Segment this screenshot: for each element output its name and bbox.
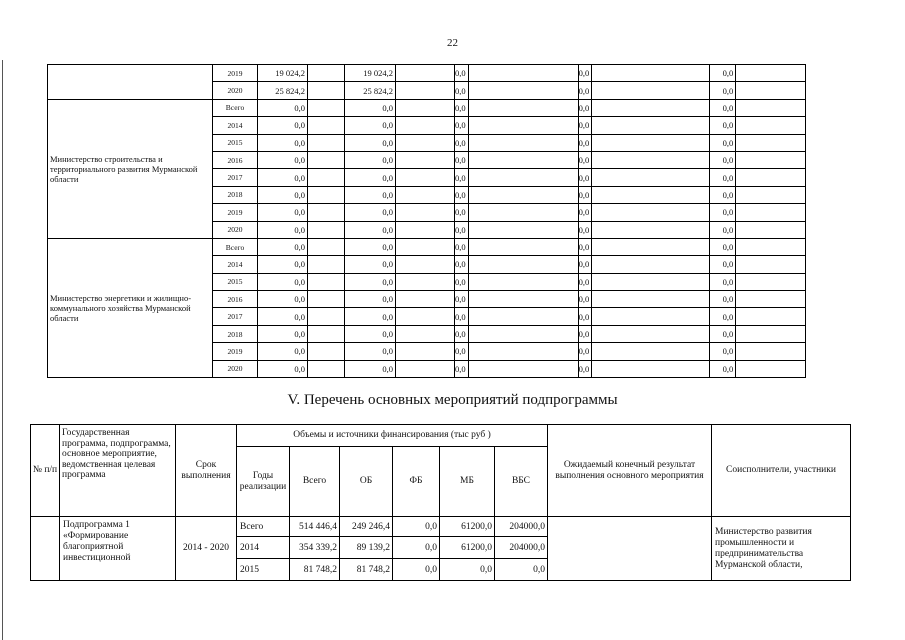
mb-cell: 0,0 <box>578 117 592 134</box>
spacer-cell <box>308 65 345 82</box>
ob-cell: 0,0 <box>345 238 396 255</box>
spacer-cell <box>468 169 578 186</box>
ob-cell: 0,0 <box>345 117 396 134</box>
year-cell: 2019 <box>213 65 258 82</box>
ob-cell: 0,0 <box>345 204 396 221</box>
year-cell: 2015 <box>213 134 258 151</box>
header-program: Государственная программа, подпрограмма, основное мероприятие, ведомственная целевая программа <box>60 425 176 517</box>
year-cell: 2016 <box>213 291 258 308</box>
spacer-cell <box>308 238 345 255</box>
spacer-cell <box>736 325 806 342</box>
spacer-cell <box>396 82 455 99</box>
vbs-cell: 0,0 <box>710 186 736 203</box>
mb-cell: 0,0 <box>578 273 592 290</box>
ob-cell: 0,0 <box>345 99 396 116</box>
ob-cell: 89 139,2 <box>340 537 393 559</box>
header-mb: МБ <box>440 447 495 517</box>
vbs-cell: 0,0 <box>710 134 736 151</box>
spacer-cell <box>396 99 455 116</box>
year-cell: Всего <box>213 238 258 255</box>
ob-cell: 0,0 <box>345 273 396 290</box>
ob-cell: 19 024,2 <box>345 65 396 82</box>
spacer-cell <box>736 343 806 360</box>
ob-cell: 0,0 <box>345 360 396 377</box>
mb-cell: 0,0 <box>578 308 592 325</box>
total-cell: 0,0 <box>258 343 308 360</box>
fb-cell: 0,0 <box>455 308 469 325</box>
ob-cell: 0,0 <box>345 169 396 186</box>
spacer-cell <box>468 151 578 168</box>
spacer-cell <box>468 65 578 82</box>
year-cell: 2016 <box>213 151 258 168</box>
year-cell: 2019 <box>213 343 258 360</box>
spacer-cell <box>308 308 345 325</box>
mb-cell: 0,0 <box>578 186 592 203</box>
spacer-cell <box>736 256 806 273</box>
vbs-cell: 0,0 <box>710 325 736 342</box>
mb-cell: 0,0 <box>578 343 592 360</box>
spacer-cell <box>468 117 578 134</box>
total-cell: 354 339,2 <box>290 537 340 559</box>
mb-cell: 0,0 <box>440 559 495 581</box>
year-cell: 2014 <box>237 537 290 559</box>
year-cell: 2018 <box>213 325 258 342</box>
year-cell: Всего <box>237 517 290 537</box>
mb-cell: 0,0 <box>578 134 592 151</box>
ob-cell: 0,0 <box>345 256 396 273</box>
spacer-cell <box>308 273 345 290</box>
spacer-cell <box>308 204 345 221</box>
spacer-cell <box>308 117 345 134</box>
spacer-cell <box>396 256 455 273</box>
total-cell: 0,0 <box>258 99 308 116</box>
spacer-cell <box>736 134 806 151</box>
vbs-cell: 0,0 <box>710 117 736 134</box>
vbs-cell: 0,0 <box>710 360 736 377</box>
spacer-cell <box>592 99 710 116</box>
total-cell: 0,0 <box>258 308 308 325</box>
spacer-cell <box>396 325 455 342</box>
spacer-cell <box>592 204 710 221</box>
year-cell: 2015 <box>237 559 290 581</box>
spacer-cell <box>592 65 710 82</box>
header-result: Ожидаемый конечный результат выполнения основного мероприятия <box>548 425 712 517</box>
vbs-cell: 0,0 <box>710 291 736 308</box>
spacer-cell <box>736 360 806 377</box>
spacer-cell <box>736 308 806 325</box>
mb-cell: 61200,0 <box>440 537 495 559</box>
vbs-cell: 0,0 <box>710 343 736 360</box>
total-cell: 514 446,4 <box>290 517 340 537</box>
spacer-cell <box>468 308 578 325</box>
mb-cell: 61200,0 <box>440 517 495 537</box>
fb-cell: 0,0 <box>455 151 469 168</box>
total-cell: 0,0 <box>258 291 308 308</box>
table-row <box>48 99 876 116</box>
year-cell: 2020 <box>213 82 258 99</box>
vbs-cell: 204000,0 <box>495 517 548 537</box>
page-number: 22 <box>447 37 458 49</box>
fb-cell: 0,0 <box>455 221 469 238</box>
table-row <box>31 517 851 537</box>
fb-cell: 0,0 <box>393 559 440 581</box>
spacer-cell <box>592 360 710 377</box>
spacer-cell <box>592 82 710 99</box>
spacer-cell <box>396 151 455 168</box>
mb-cell: 0,0 <box>578 360 592 377</box>
spacer-cell <box>396 273 455 290</box>
spacer-cell <box>396 238 455 255</box>
spacer-cell <box>736 99 806 116</box>
spacer-cell <box>396 65 455 82</box>
header-vbs: ВБС <box>495 447 548 517</box>
spacer-cell <box>308 82 345 99</box>
fb-cell: 0,0 <box>455 99 469 116</box>
total-cell: 0,0 <box>258 221 308 238</box>
spacer-cell <box>468 291 578 308</box>
year-cell: 2015 <box>213 273 258 290</box>
vbs-cell: 0,0 <box>710 256 736 273</box>
spacer-cell <box>592 291 710 308</box>
spacer-cell <box>592 151 710 168</box>
table-row <box>48 65 876 82</box>
spacer-cell <box>396 291 455 308</box>
spacer-cell <box>396 308 455 325</box>
spacer-cell <box>736 65 806 82</box>
spacer-cell <box>736 204 806 221</box>
spacer-cell <box>468 204 578 221</box>
spacer-cell <box>396 186 455 203</box>
spacer-cell <box>592 238 710 255</box>
fb-cell: 0,0 <box>455 204 469 221</box>
funding-table-continued <box>47 64 876 378</box>
spacer-cell <box>468 325 578 342</box>
spacer-cell <box>592 169 710 186</box>
header-total: Всего <box>290 447 340 517</box>
ob-cell: 249 246,4 <box>340 517 393 537</box>
spacer-cell <box>736 221 806 238</box>
total-cell: 0,0 <box>258 325 308 342</box>
spacer-cell <box>308 221 345 238</box>
fb-cell: 0,0 <box>455 273 469 290</box>
fb-cell: 0,0 <box>455 291 469 308</box>
mb-cell: 0,0 <box>578 65 592 82</box>
spacer-cell <box>308 134 345 151</box>
header-ob: ОБ <box>340 447 393 517</box>
ob-cell: 0,0 <box>345 343 396 360</box>
spacer-cell <box>592 256 710 273</box>
fb-cell: 0,0 <box>455 82 469 99</box>
spacer-cell <box>308 169 345 186</box>
vbs-cell: 0,0 <box>710 99 736 116</box>
spacer-cell <box>308 291 345 308</box>
spacer-cell <box>592 117 710 134</box>
ob-cell: 0,0 <box>345 186 396 203</box>
fb-cell: 0,0 <box>455 134 469 151</box>
spacer-cell <box>592 134 710 151</box>
activities-table <box>30 424 851 581</box>
fb-cell: 0,0 <box>455 117 469 134</box>
term-value: 2014 - 2020 <box>176 517 237 581</box>
spacer-cell <box>468 134 578 151</box>
spacer-cell <box>592 308 710 325</box>
total-cell: 81 748,2 <box>290 559 340 581</box>
vbs-cell: 0,0 <box>710 204 736 221</box>
ob-cell: 0,0 <box>345 308 396 325</box>
spacer-cell <box>736 117 806 134</box>
spacer-cell <box>592 325 710 342</box>
year-cell: 2014 <box>213 117 258 134</box>
spacer-cell <box>736 238 806 255</box>
spacer-cell <box>468 99 578 116</box>
vbs-cell: 0,0 <box>710 82 736 99</box>
total-cell: 0,0 <box>258 204 308 221</box>
year-cell: 2017 <box>213 308 258 325</box>
row-num-cell <box>31 517 60 581</box>
spacer-cell <box>736 291 806 308</box>
spacer-cell <box>592 273 710 290</box>
mb-cell: 0,0 <box>578 151 592 168</box>
mb-cell: 0,0 <box>578 99 592 116</box>
fb-cell: 0,0 <box>455 256 469 273</box>
mb-cell: 0,0 <box>578 238 592 255</box>
year-cell: 2014 <box>213 256 258 273</box>
spacer-cell <box>308 325 345 342</box>
total-cell: 0,0 <box>258 169 308 186</box>
ob-cell: 81 748,2 <box>340 559 393 581</box>
total-cell: 0,0 <box>258 134 308 151</box>
vbs-cell: 0,0 <box>710 221 736 238</box>
spacer-cell <box>396 360 455 377</box>
total-cell: 0,0 <box>258 256 308 273</box>
spacer-cell <box>468 82 578 99</box>
mb-cell: 0,0 <box>578 291 592 308</box>
fb-cell: 0,0 <box>393 517 440 537</box>
org-name: Министерство строительства и территориального развития Мурманской области <box>48 99 213 238</box>
partners-value: Министерство развития промышленности и предпринимательства Мурманской области, <box>712 517 851 581</box>
header-partners: Соисполнители, участники <box>712 425 851 517</box>
spacer-cell <box>468 221 578 238</box>
ob-cell: 0,0 <box>345 325 396 342</box>
fb-cell: 0,0 <box>455 169 469 186</box>
year-cell: 2018 <box>213 186 258 203</box>
spacer-cell <box>308 256 345 273</box>
spacer-cell <box>468 256 578 273</box>
header-num: № п/п <box>31 425 60 517</box>
year-cell: Всего <box>213 99 258 116</box>
spacer-cell <box>308 186 345 203</box>
spacer-cell <box>308 99 345 116</box>
spacer-cell <box>468 273 578 290</box>
fb-cell: 0,0 <box>455 186 469 203</box>
result-cell <box>548 517 712 581</box>
vbs-cell: 0,0 <box>710 151 736 168</box>
mb-cell: 0,0 <box>578 82 592 99</box>
fb-cell: 0,0 <box>393 537 440 559</box>
table-row <box>48 238 876 255</box>
spacer-cell <box>468 343 578 360</box>
spacer-cell <box>468 238 578 255</box>
total-cell: 0,0 <box>258 186 308 203</box>
spacer-cell <box>396 343 455 360</box>
scan-edge-line <box>2 60 3 640</box>
year-cell: 2020 <box>213 360 258 377</box>
vbs-cell: 0,0 <box>710 238 736 255</box>
spacer-cell <box>308 151 345 168</box>
spacer-cell <box>396 204 455 221</box>
fb-cell: 0,0 <box>455 360 469 377</box>
vbs-cell: 0,0 <box>710 273 736 290</box>
total-cell: 0,0 <box>258 238 308 255</box>
spacer-cell <box>468 186 578 203</box>
mb-cell: 0,0 <box>578 256 592 273</box>
spacer-cell <box>736 151 806 168</box>
spacer-cell <box>396 169 455 186</box>
program-name: Подпрограмма 1 «Формирование благоприятной инвестиционной <box>60 517 176 581</box>
year-cell: 2017 <box>213 169 258 186</box>
vbs-cell: 204000,0 <box>495 537 548 559</box>
mb-cell: 0,0 <box>578 325 592 342</box>
mb-cell: 0,0 <box>578 221 592 238</box>
total-cell: 25 824,2 <box>258 82 308 99</box>
vbs-cell: 0,0 <box>710 308 736 325</box>
spacer-cell <box>736 169 806 186</box>
total-cell: 19 024,2 <box>258 65 308 82</box>
spacer-cell <box>396 134 455 151</box>
spacer-cell <box>736 82 806 99</box>
vbs-cell: 0,0 <box>710 169 736 186</box>
ob-cell: 25 824,2 <box>345 82 396 99</box>
org-name: Министерство энергетики и жилищно-коммунального хозяйства Мурманской области <box>48 238 213 377</box>
ob-cell: 0,0 <box>345 134 396 151</box>
spacer-cell <box>592 186 710 203</box>
fb-cell: 0,0 <box>455 325 469 342</box>
ob-cell: 0,0 <box>345 291 396 308</box>
header-fb: ФБ <box>393 447 440 517</box>
spacer-cell <box>308 343 345 360</box>
spacer-cell <box>396 221 455 238</box>
mb-cell: 0,0 <box>578 204 592 221</box>
spacer-cell <box>592 221 710 238</box>
spacer-cell <box>736 273 806 290</box>
fb-cell: 0,0 <box>455 238 469 255</box>
spacer-cell <box>592 343 710 360</box>
spacer-cell <box>736 186 806 203</box>
header-years: Годы реализации <box>237 447 290 517</box>
total-cell: 0,0 <box>258 360 308 377</box>
total-cell: 0,0 <box>258 117 308 134</box>
org-cell-previous <box>48 65 213 100</box>
year-cell: 2020 <box>213 221 258 238</box>
total-cell: 0,0 <box>258 151 308 168</box>
total-cell: 0,0 <box>258 273 308 290</box>
year-cell: 2019 <box>213 204 258 221</box>
section-title: V. Перечень основных мероприятий подпрограммы <box>287 392 618 408</box>
fb-cell: 0,0 <box>455 343 469 360</box>
vbs-cell: 0,0 <box>495 559 548 581</box>
spacer-cell <box>396 117 455 134</box>
ob-cell: 0,0 <box>345 221 396 238</box>
spacer-cell <box>468 360 578 377</box>
fb-cell: 0,0 <box>455 65 469 82</box>
mb-cell: 0,0 <box>578 169 592 186</box>
header-funding: Объемы и источники финансирования (тыс руб ) <box>237 425 548 447</box>
ob-cell: 0,0 <box>345 151 396 168</box>
header-term: Срок выполнения <box>176 425 237 517</box>
vbs-cell: 0,0 <box>710 65 736 82</box>
spacer-cell <box>308 360 345 377</box>
